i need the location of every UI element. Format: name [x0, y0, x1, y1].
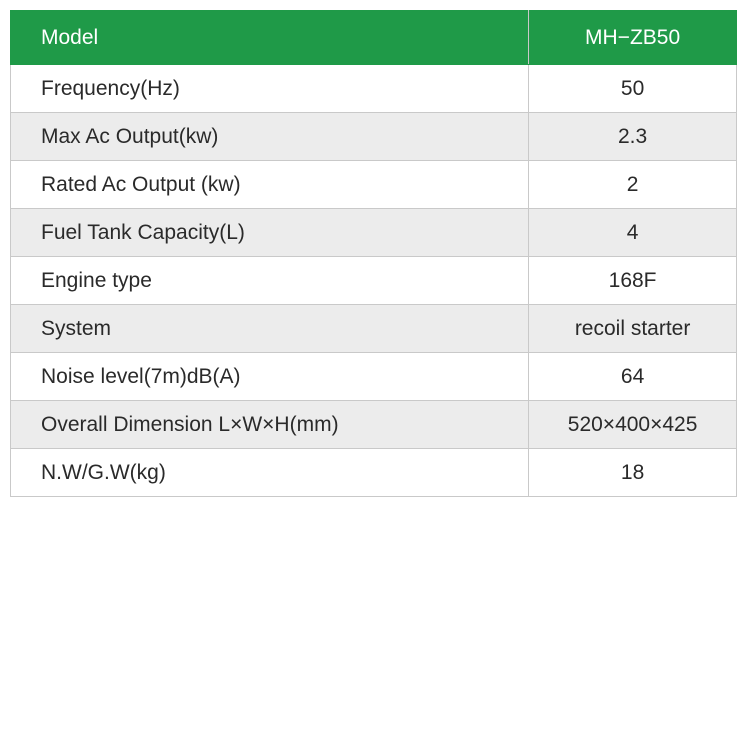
table-row: [11, 161, 737, 209]
row-value: 4: [529, 209, 737, 257]
header-label: Model: [11, 11, 529, 65]
spec-table: [10, 10, 737, 497]
row-label: Noise level(7m)dB(A): [11, 353, 529, 401]
row-label: Frequency(Hz): [11, 65, 529, 113]
table-row: [11, 353, 737, 401]
row-label: Overall Dimension L×W×H(mm): [11, 401, 529, 449]
row-value: 520×400×425: [529, 401, 737, 449]
row-value: recoil starter: [529, 305, 737, 353]
row-label: N.W/G.W(kg): [11, 449, 529, 497]
table-row: [11, 305, 737, 353]
row-value: 18: [529, 449, 737, 497]
row-value: 50: [529, 65, 737, 113]
table-header-row: [11, 11, 737, 65]
row-value: 168F: [529, 257, 737, 305]
row-label: Engine type: [11, 257, 529, 305]
header-model-value: MH−ZB50: [529, 11, 737, 65]
row-label: Rated Ac Output (kw): [11, 161, 529, 209]
row-label: System: [11, 305, 529, 353]
table-row: [11, 449, 737, 497]
table-row: [11, 209, 737, 257]
row-label: Max Ac Output(kw): [11, 113, 529, 161]
row-value: 64: [529, 353, 737, 401]
row-value: 2: [529, 161, 737, 209]
table-row: [11, 401, 737, 449]
table-row: [11, 113, 737, 161]
row-value: 2.3: [529, 113, 737, 161]
table-row: [11, 65, 737, 113]
row-label: Fuel Tank Capacity(L): [11, 209, 529, 257]
table-row: [11, 257, 737, 305]
